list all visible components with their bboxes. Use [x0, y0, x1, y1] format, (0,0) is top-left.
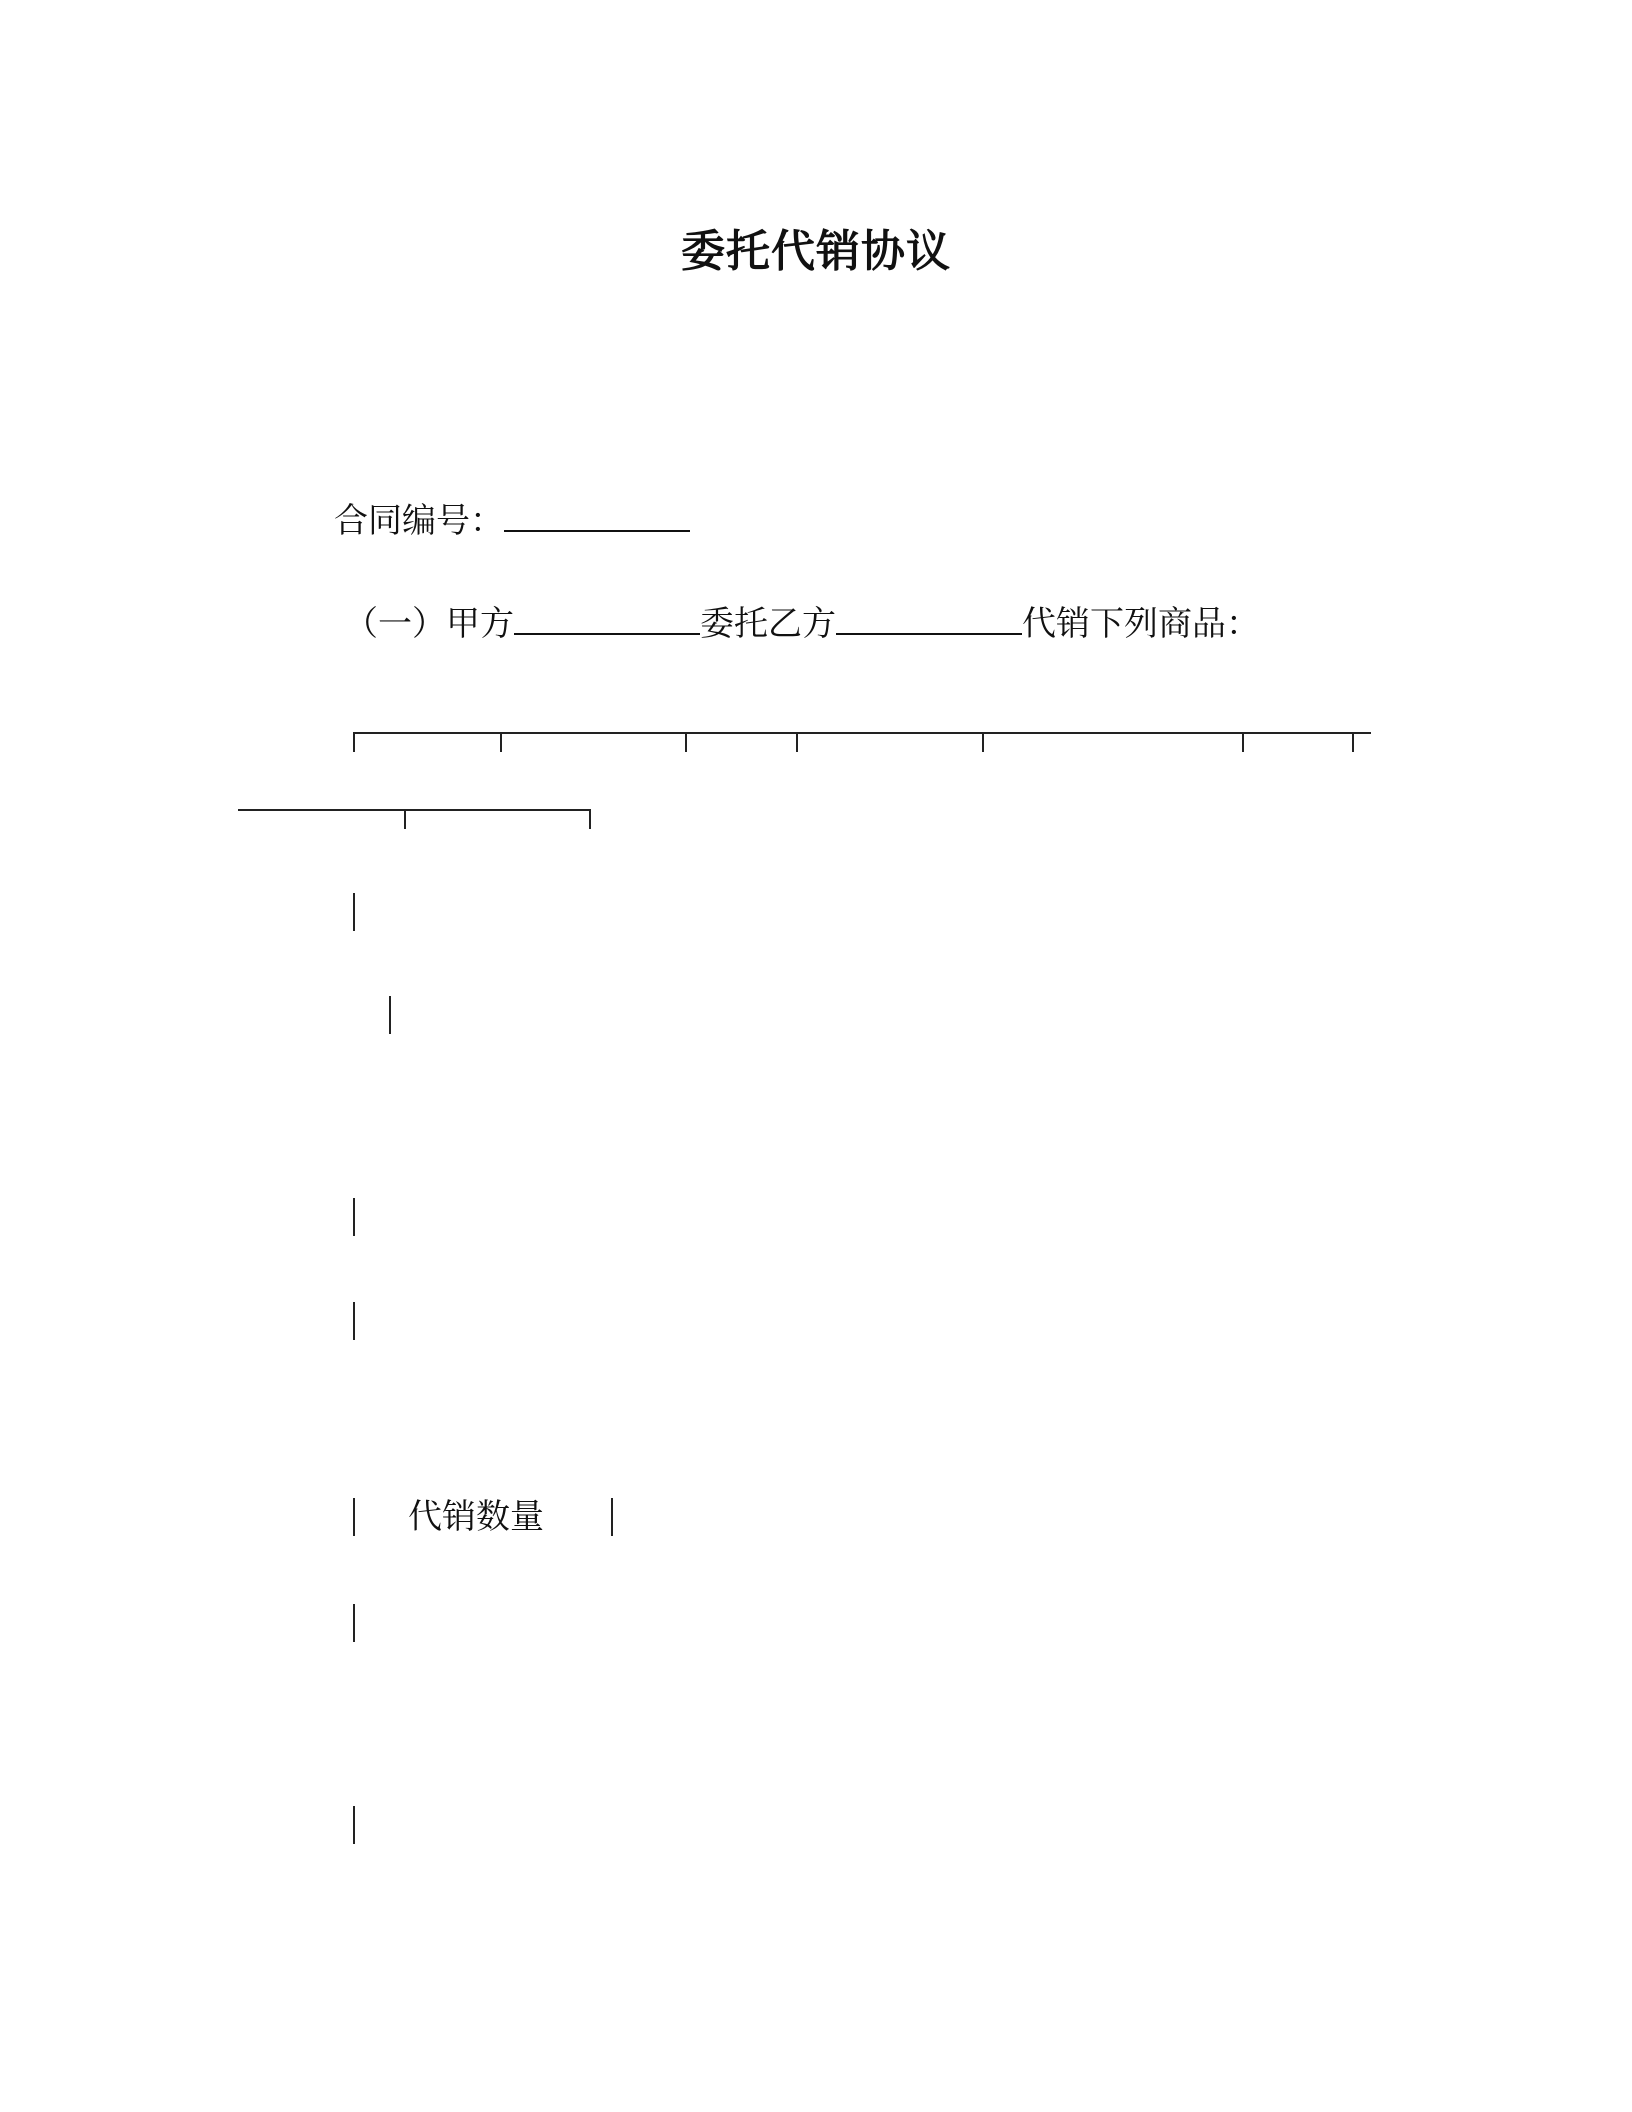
contract-number-row — [334, 497, 690, 545]
table-cell-border — [353, 1198, 355, 1236]
table-cell-border — [353, 893, 355, 931]
table-col-divider — [982, 732, 984, 752]
table-col-divider — [500, 732, 502, 752]
table-cell-border — [611, 1498, 613, 1536]
table-cell-border — [353, 1604, 355, 1642]
table-col-divider — [1352, 732, 1354, 752]
table-col-divider — [404, 809, 406, 829]
table-col-divider — [589, 809, 591, 829]
table-cell-border — [353, 1806, 355, 1844]
clause-1-prefix: （一）甲方 — [344, 604, 514, 644]
party-a-blank[interactable] — [514, 603, 700, 635]
document-title: 委托代销协议 — [681, 226, 951, 277]
table-col-divider — [1242, 732, 1244, 752]
clause-1-suffix: 代销下列商品： — [1022, 604, 1260, 644]
table-col-divider — [685, 732, 687, 752]
clause-1-middle: 委托乙方 — [700, 604, 836, 644]
table-cell-border — [353, 1302, 355, 1340]
contract-number-label: 合同编号： — [334, 501, 504, 541]
party-b-blank[interactable] — [836, 603, 1022, 635]
contract-number-blank[interactable] — [504, 500, 690, 532]
table-cell-border — [353, 1498, 355, 1536]
table-col-divider — [353, 732, 355, 752]
table-col-divider — [796, 732, 798, 752]
clause-1-row — [344, 600, 1260, 648]
table-top-border — [353, 732, 1371, 734]
consign-quantity-label: 代销数量 — [408, 1497, 544, 1537]
table-row-border — [238, 809, 590, 811]
table-cell-border — [389, 996, 391, 1034]
